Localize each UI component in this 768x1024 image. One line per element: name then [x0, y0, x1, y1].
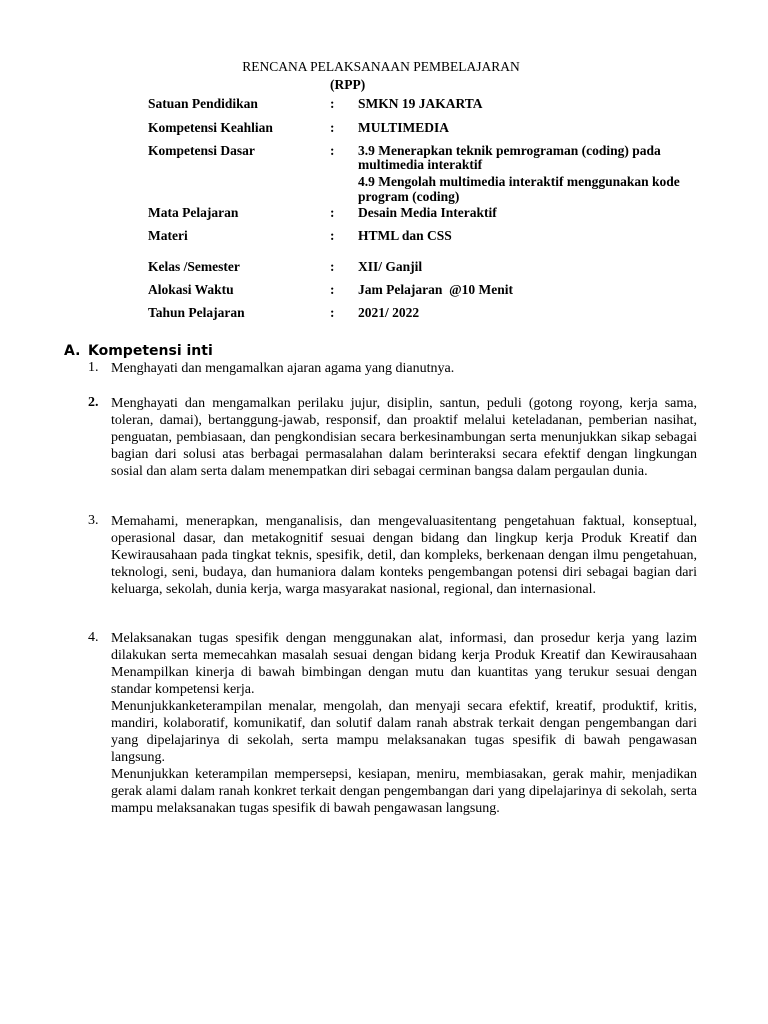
document-title: RENCANA PELAKSANAAN PEMBELAJARAN: [242, 59, 520, 74]
document-subtitle: (RPP): [330, 77, 366, 92]
value-kompetensi-dasar-line3: 4.9 Mengolah multimedia interaktif menggunakan kode: [358, 174, 680, 189]
section-letter: A.: [64, 343, 81, 359]
list-number-4: 4.: [88, 630, 99, 645]
competency-item-4-para-1: Melaksanakan tugas spesifik dengan menggunakan alat, informasi, dan prosedur kerja yang lazim dilakukan serta memecahkan masalah sesuai dengan bidang kerja Produk Kreatif dan Kewirausahaan Menampilkan kinerja di bawah bimbingan dengan mutu dan kuantitas yang terukur sesuai dengan standar kompetensi kerja.: [111, 631, 697, 697]
competency-item-4-para-3: Menunjukkan keterampilan mempersepsi, kesiapan, meniru, membiasakan, gerak mahir, menjadikan gerak alami dalam ranah konkret terkait dengan pengembangan dari yang dipelajarinya di sekolah, serta mampu melaksanakan tugas spesifik di bawah pengawasan langsung.: [111, 767, 697, 816]
colon-separator: :: [330, 282, 335, 297]
label-kompetensi-keahlian: Kompetensi Keahlian: [148, 120, 273, 135]
label-kompetensi-dasar: Kompetensi Dasar: [148, 143, 255, 158]
colon-separator: :: [330, 96, 335, 111]
label-kelas-semester: Kelas /Semester: [148, 259, 240, 274]
label-satuan-pendidikan: Satuan Pendidikan: [148, 96, 258, 111]
competency-item-2: Menghayati dan mengamalkan perilaku jujur, disiplin, santun, peduli (gotong royong, kerja sama, toleran, damai), bertanggung-jawab, responsif, dan proaktif melalui keteladanan, pemberian nasihat, penguatan, pembiasaan, dan pengkondisian secara berkesinambungan serta menunjukkan sikap sebagai bagian dari solusi atas berbagai permasalahan dalam berinteraksi secara efektif dengan lingkungan sosial dan alam serta dalam menempatkan diri sebagai cerminan bangsa dalam pergaulan dunia.: [111, 396, 697, 479]
section-a-heading: [64, 343, 213, 359]
value-alokasi-waktu: Jam Pelajaran @10 Menit: [358, 282, 514, 297]
competency-item-4-para-2: Menunjukkanketerampilan menalar, mengolah, dan menyaji secara efektif, kreatif, produktif, kritis, mandiri, kolaboratif, komunikatif, dan solutif dalam ranah abstrak terkait dengan pengembangan dari yang dipelajarinya di sekolah, serta mampu melaksanakan tugas spesifik di bawah pengawasan langsung.: [111, 699, 697, 765]
colon-separator: :: [330, 305, 335, 320]
colon-separator: :: [330, 259, 335, 274]
value-satuan-pendidikan: SMKN 19 JAKARTA: [358, 96, 483, 111]
competency-item-1: Menghayati dan mengamalkan ajaran agama yang dianutnya.: [111, 361, 455, 376]
colon-separator: :: [330, 205, 335, 220]
value-kompetensi-dasar-line1: 3.9 Menerapkan teknik pemrograman (coding) pada: [358, 143, 661, 158]
label-mata-pelajaran: Mata Pelajaran: [148, 205, 239, 220]
value-mata-pelajaran: Desain Media Interaktif: [358, 205, 497, 220]
colon-separator: :: [330, 143, 335, 158]
label-materi: Materi: [148, 228, 188, 243]
section-title: Kompetensi inti: [88, 343, 213, 359]
label-tahun-pelajaran: Tahun Pelajaran: [148, 305, 245, 320]
value-materi: HTML dan CSS: [358, 228, 452, 243]
label-alokasi-waktu: Alokasi Waktu: [148, 282, 234, 297]
value-kelas-semester: XII/ Ganjil: [358, 259, 423, 274]
competency-item-3: Memahami, menerapkan, menganalisis, dan mengevaluasitentang pengetahuan faktual, konseptual, operasional dasar, dan metakognitif sesuai dengan bidang dan lingkup kerja Produk Kreatif dan Kewirausahaan pada tingkat teknis, spesifik, detil, dan kompleks, berkenaan dengan ilmu pengetahuan, teknologi, seni, budaya, dan humaniora dalam konteks pengembangan potensi diri sebagai bagian dari keluarga, sekolah, dunia kerja, warga masyarakat nasional, regional, dan internasional.: [111, 514, 697, 597]
value-kompetensi-dasar-line2: multimedia interaktif: [358, 157, 483, 172]
list-number-1: 1.: [88, 360, 99, 375]
list-number-2: 2.: [88, 395, 99, 410]
colon-separator: :: [330, 228, 335, 243]
value-tahun-pelajaran: 2021/ 2022: [358, 305, 420, 320]
list-number-3: 3.: [88, 513, 99, 528]
value-kompetensi-keahlian: MULTIMEDIA: [358, 120, 450, 135]
value-kompetensi-dasar-line4: program (coding): [358, 189, 460, 204]
colon-separator: :: [330, 120, 335, 135]
